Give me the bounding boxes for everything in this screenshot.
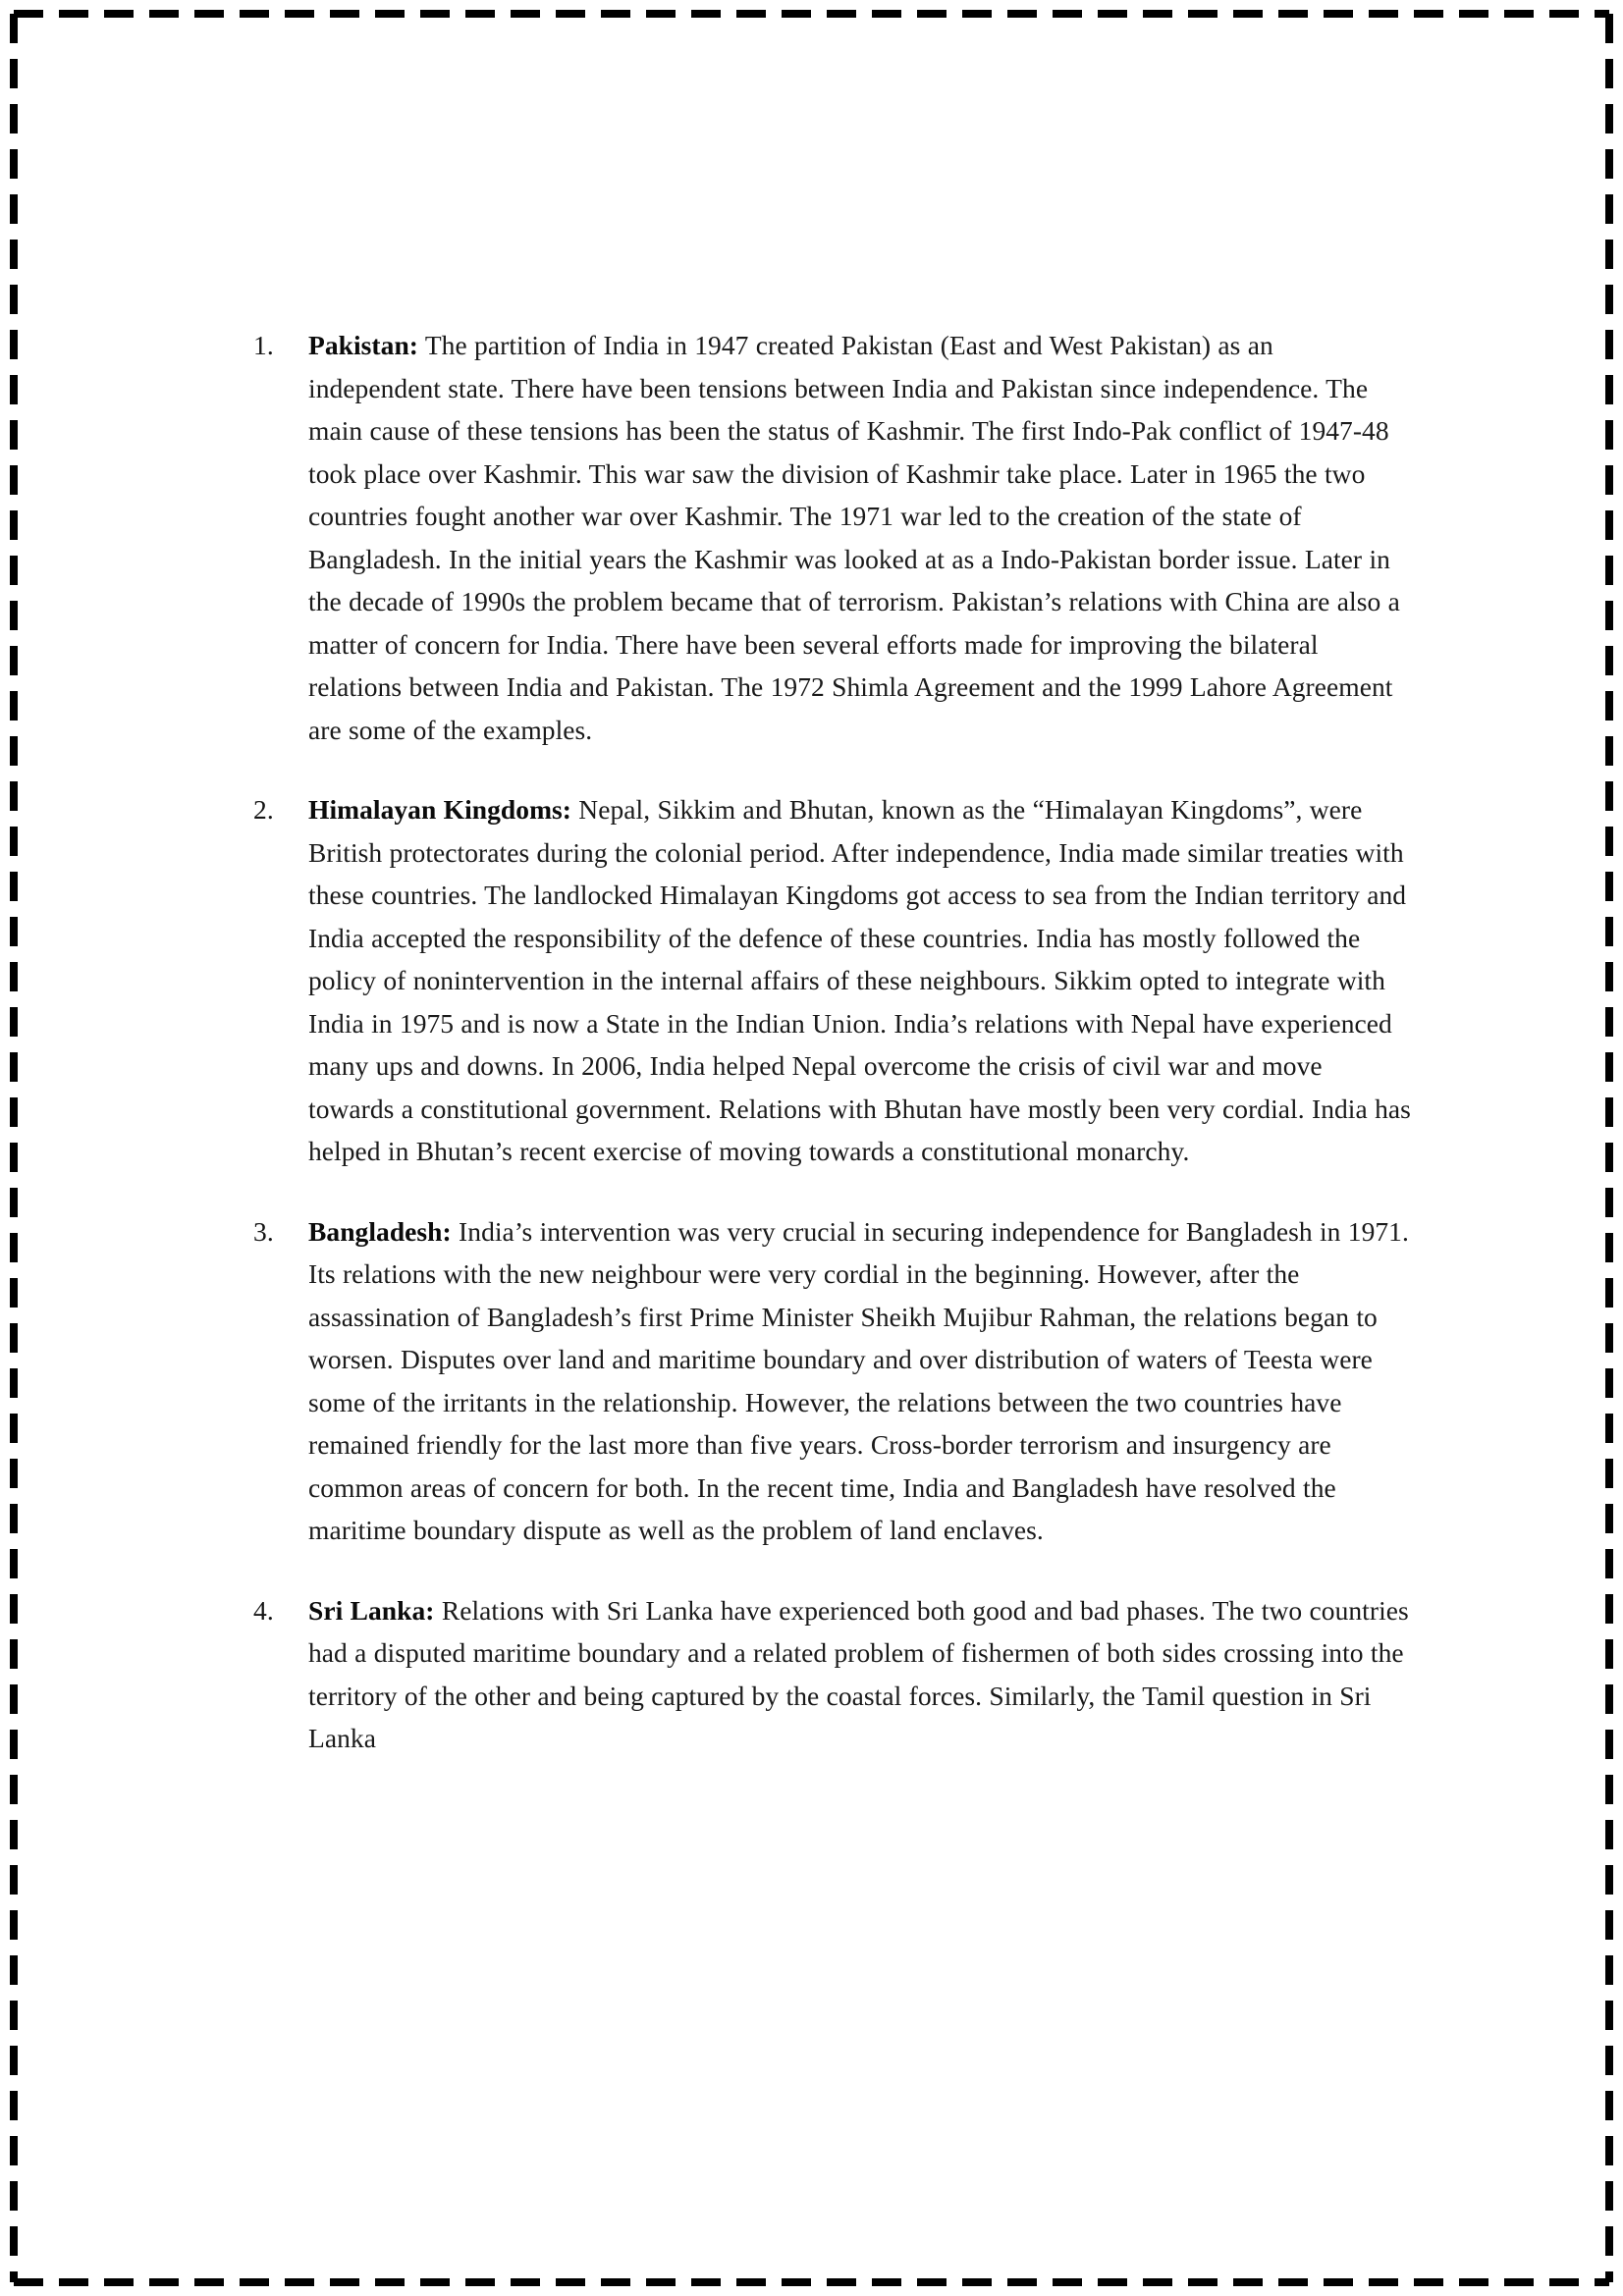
list-item [253, 788, 1412, 1173]
page-border-right [1605, 14, 1613, 2282]
list-item-body: Nepal, Sikkim and Bhutan, known as the “Himalayan Kingdoms”, were British protectorates during the colonial period. After independence, India made similar treaties with these countries. The landlocked Himalayan Kingdoms got access to sea from the Indian territory and India accepted the responsibility of the defence of these countries. India has mostly followed the policy of nonintervention in the internal affairs of these neighbours. Sikkim opted to integrate with India in 1975 and is now a State in the Indian Union. India’s relations with Nepal have experienced many ups and downs. In 2006, India helped Nepal overcome the crisis of civil war and move towards a constitutional government. Relations with Bhutan have mostly been very cordial. India has helped in Bhutan’s recent exercise of moving towards a constitutional monarchy. [308, 794, 1411, 1166]
list-item-term: Pakistan: [308, 330, 418, 360]
page-border-left [10, 14, 18, 2282]
list-item-term: Sri Lanka: [308, 1594, 435, 1626]
page-border-bottom [14, 2278, 1609, 2286]
list-item-term: Bangladesh: [308, 1215, 452, 1247]
list-item-body: India’s intervention was very crucial in securing independence for Bangladesh in 1971. Its relations with the new neighbour were very cordial in the beginning. However, after the assassination of Bangladesh’s first Prime Minister Sheikh Mujibur Rahman, the relations began to worsen. Disputes over land and maritime boundary and over distribution of waters of Teesta were some of the irritants in the relationship. However, the relations between the two countries have remained friendly for the last more than five years. Cross-border terrorism and insurgency are common areas of concern for both. In the recent time, India and Bangladesh have resolved the maritime boundary dispute as well as the problem of land enclaves. [308, 1215, 1409, 1545]
list-item-term: Himalayan Kingdoms: [308, 794, 571, 825]
page-content [253, 324, 1412, 1760]
list-item [253, 324, 1412, 751]
page-border-top [14, 10, 1609, 18]
list-item [253, 1589, 1412, 1760]
numbered-notes-list [253, 324, 1412, 1760]
list-item-body: The partition of India in 1947 created Pakistan (East and West Pakistan) as an independent state. There have been tensions between India and Pakistan since independence. The main cause of these tensions has been the status of Kashmir. The first Indo-Pak conflict of 1947-48 took place over Kashmir. This war saw the division of Kashmir take place. Later in 1965 the two countries fought another war over Kashmir. The 1971 war led to the creation of the state of Bangladesh. In the initial years the Kashmir was looked at as a Indo-Pakistan border issue. Later in the decade of 1990s the problem became that of terrorism. Pakistan’s relations with China are also a matter of concern for India. There have been several efforts made for improving the bilateral relations between India and Pakistan. The 1972 Shimla Agreement and the 1999 Lahore Agreement are some of the examples. [308, 330, 1400, 745]
list-item-body: Relations with Sri Lanka have experienced both good and bad phases. The two countries had a disputed maritime boundary and a related problem of fishermen of both sides crossing into the territory of the other and being captured by the coastal forces. Similarly, the Tamil question in Sri Lanka [308, 1594, 1409, 1753]
list-item [253, 1210, 1412, 1552]
